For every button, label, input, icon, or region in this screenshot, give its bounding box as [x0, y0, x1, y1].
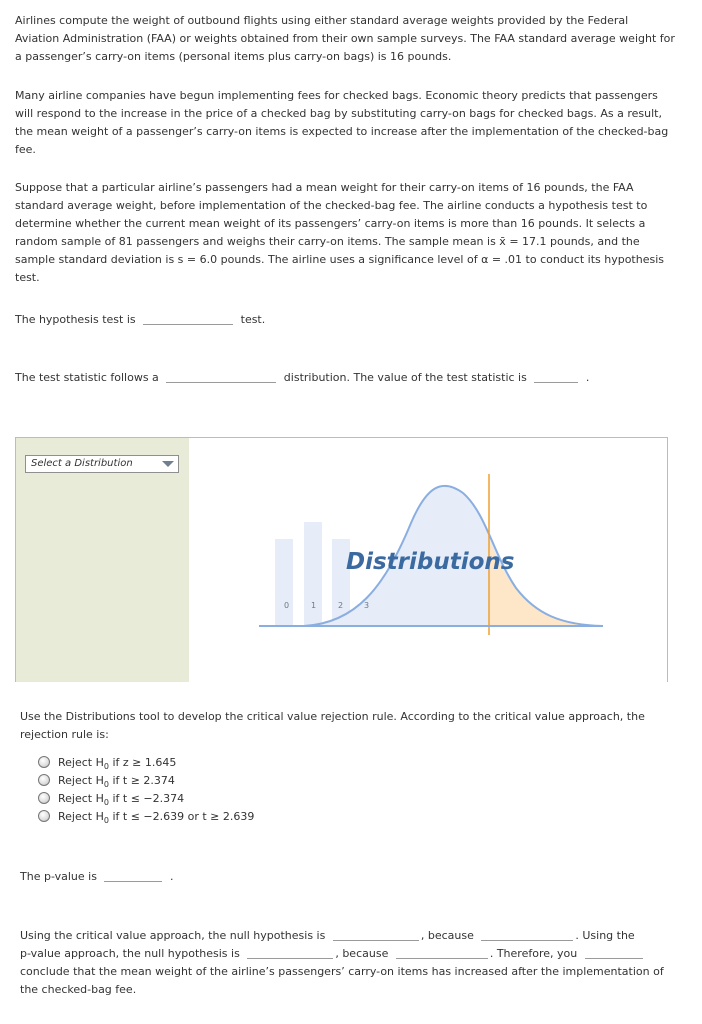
- axis-tick-1: 1: [311, 601, 317, 610]
- distribution-dropdown[interactable]: [166, 370, 276, 383]
- question-test-type: [15, 311, 265, 329]
- pvalue-conclusion-dropdown[interactable]: [247, 946, 333, 959]
- pvalue-label: The p-value is: [20, 870, 97, 883]
- radio-button[interactable]: [38, 810, 50, 822]
- question-distribution: [15, 369, 589, 387]
- logo-bar-1: [275, 539, 293, 627]
- final-conclusion-dropdown[interactable]: [585, 946, 643, 959]
- test-type-dropdown[interactable]: [143, 312, 233, 325]
- question-distribution-label: The test statistic follows a: [15, 371, 159, 384]
- axis-tick-3: 3: [364, 601, 370, 610]
- pvalue-suffix: .: [169, 870, 174, 883]
- critical-conclusion-dropdown[interactable]: [333, 928, 419, 941]
- intro-paragraph-1: Airlines compute the weight of outbound flights using either standard average weights provided by the Federal Aviation Administration (FAA) or weights obtained from their own sample surveys. The FAA standard average weight for a passenger’s carry-on items (personal items plus carry-on bags) is 16 pounds.: [15, 14, 675, 63]
- question-pvalue: [20, 868, 173, 886]
- question-statistic-suffix: .: [585, 371, 590, 384]
- rejection-option-2[interactable]: Reject $H_0$ if t ≥ 2.374: [38, 773, 175, 789]
- question-statistic-label: distribution. The value of the test statistic is: [283, 371, 527, 384]
- test-statistic-input[interactable]: [534, 370, 578, 383]
- pvalue-reason-dropdown[interactable]: [396, 946, 488, 959]
- conclusion-line-2: p-value approach, the null hypothesis is , because . Therefore, you: [20, 945, 643, 963]
- intro-paragraph-2: Many airline companies have begun implementing fees for checked bags. Economic theory predicts that passengers will respond to the increase in the price of a checked bag by substituting carry-on bags for checked bags. As a result, the mean weight of a passenger’s carry-on items is expected to increase after the implementation of the checked-bag fee.: [15, 89, 669, 156]
- logo-bar-2: [304, 522, 322, 627]
- critical-reason-dropdown[interactable]: [481, 928, 573, 941]
- rejection-option-1[interactable]: Reject $H_0$ if z ≥ 1.645: [38, 755, 176, 771]
- radio-button[interactable]: [38, 792, 50, 804]
- select-distribution-label: Select a Distribution: [31, 458, 133, 469]
- intro-paragraph-3: Suppose that a particular airline’s passengers had a mean weight for their carry-on items of 16 pounds, the FAA standard average weight, before implementation of the checked-bag fee. The airline conducts a hypothesis test to determine whether the current mean weight of its passengers’ carry-on items is more than 16 pounds. It selects a random sample of 81 passengers and weighs their carry-on items. The sample mean is x̄ = 17.1 pounds, and the sample standard deviation is s = 6.0 pounds. The airline uses a significance level of α = .01 to conduct its hypothesis test.: [15, 181, 664, 284]
- conclusion-line-3: conclude that the mean weight of the airline’s passengers’ carry-on items has increased after the implementation of: [20, 965, 664, 978]
- rejection-rule-prompt: Use the Distributions tool to develop the critical value rejection rule. According to the critical value approach, the rejection rule is:: [20, 710, 645, 741]
- distributions-logo-graphic: [16, 438, 669, 683]
- axis-tick-2: 2: [338, 601, 344, 610]
- distributions-tool[interactable]: [15, 437, 668, 682]
- radio-button[interactable]: [38, 774, 50, 786]
- radio-button[interactable]: [38, 756, 50, 768]
- conclusion-line-1: Using the critical value approach, the null hypothesis is , because . Using the: [20, 929, 635, 942]
- question-test-type-label: The hypothesis test is: [15, 313, 136, 326]
- distributions-logo-text: Distributions: [346, 549, 515, 575]
- pvalue-dropdown[interactable]: [104, 869, 162, 882]
- axis-tick-0: 0: [284, 601, 290, 610]
- question-test-type-suffix: test.: [240, 313, 266, 326]
- rejection-option-4[interactable]: Reject $H_0$ if t ≤ −2.639 or t ≥ 2.639: [38, 809, 254, 825]
- conclusion-line-4: the checked-bag fee.: [20, 983, 137, 996]
- rejection-option-3[interactable]: Reject $H_0$ if t ≤ −2.374: [38, 791, 184, 807]
